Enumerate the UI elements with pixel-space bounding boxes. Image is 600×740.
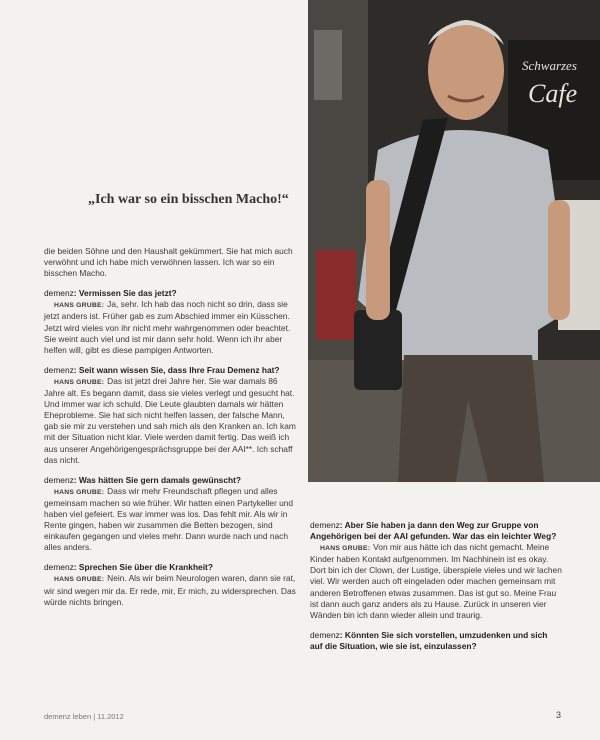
question: demenz: Sprechen Sie über die Krankheit? <box>44 562 213 573</box>
question: demenz: Vermissen Sie das jetzt? <box>44 288 177 299</box>
cafe-sign-text: Schwarzes <box>522 58 577 73</box>
answer: Von mir aus hätte ich das nicht gemacht. Meine Kinder haben Kontakt aufgenommen. Im Nachhinein ist es okay. Dort bin ich der Clown, der Lustige, überspiele vieles und wir lachen viel. Wir werden auch oft eingeladen oder machen gemeinsam mit anderen Betroffenen etwas zusammen. Das ist gut so. Meine Frau ist dann auch ganz anders als zu Hause. Zurück in unseren vier Wänden bin ich dann wieder allein und traurig. <box>310 542 562 620</box>
qa-block <box>310 630 562 652</box>
speaker-label: HANS GRUBE: <box>54 576 105 584</box>
qa-block <box>44 288 300 356</box>
answer: Dass wir mehr Freundschaft pflegen und alles gemeinsam machen so wie früher. Wir hatten einen Partykeller und haben viel gefeiert. Es war immer was los. Das fehlt mir. Als wir in Rente gingen, haben wir zusammen die Betten bezogen, sind einkaufen gegangen und vieles mehr. Dann wurde nach und nach alles anders. <box>44 485 294 553</box>
speaker-label: HANS GRUBE: <box>54 488 105 496</box>
left-text-column <box>44 246 300 617</box>
svg-text:Cafe: Cafe <box>528 79 578 108</box>
question: demenz: Könnten Sie sich vorstellen, umzudenken und sich auf die Situation, wie sie ist, einzulassen? <box>310 629 548 651</box>
answer: Ja, sehr. Ich hab das noch nicht so drin, dass sie jetzt anders ist. Früher gab es zum Abschied immer ein Küsschen. Jetzt wird vieles von ihr nicht mehr wahrgenommen oder beachtet. Sie weint auch viel und ist mir dann sehr hold. Wenn ich ihr aber helfen will, gibt es diese pampigen Antworten. <box>44 299 291 355</box>
qa-block <box>44 475 300 554</box>
answer: Nein. Als wir beim Neurologen waren, dann sie rat, wir sind wegen mir da. Er rede, mir, Er mich, zu widersprechen. Das würde nichts bringen. <box>44 573 296 607</box>
photo-illustration <box>308 0 600 482</box>
answer: Das ist jetzt drei Jahre her. Sie war damals 86 Jahre alt. Es begann damit, dass sie vieles verlegt und gesucht hat. Und immer war ich schuld. Die Leute glaubten damals wir hätten Eheprobleme. Sie hat sich nicht helfen lassen, der falsche Mann, gab sie mir zu verstehen und sah mich als den Kranken an. Ich kam mit der Situation nicht klar. Viele werden damit fertig. Das weiß ich aus unserer Angehörigengesprächsgruppe bei der AAI**. Ich schaff das nicht. <box>44 375 296 465</box>
speaker-label: HANS GRUBE: <box>54 378 105 386</box>
question: demenz: Seit wann wissen Sie, dass Ihre Frau Demenz hat? <box>44 364 280 375</box>
question: demenz: Was hätten Sie gern damals gewünscht? <box>44 474 242 485</box>
right-text-column <box>310 520 562 661</box>
publication-footer: demenz leben | 11.2012 <box>44 712 124 721</box>
qa-block <box>310 520 562 621</box>
question: demenz: Aber Sie haben ja dann den Weg zur Gruppe von Angehörigen bei der AAI gefunden. War das ein leichter Weg? <box>310 520 557 542</box>
page-number: 3 <box>556 710 562 720</box>
portrait-photo <box>308 0 600 482</box>
pull-quote: „Ich war so ein bisschen Macho!“ <box>88 192 289 207</box>
qa-block <box>44 562 300 607</box>
speaker-label: HANS GRUBE: <box>54 302 105 310</box>
speaker-label: HANS GRUBE: <box>320 545 371 553</box>
intro-paragraph: die beiden Söhne und den Haushalt gekümmert. Sie hat mich auch verwöhnt und ich habe mich verwöhnen lassen. Ich war so ein bisschen Macho. <box>44 246 293 279</box>
qa-block <box>44 365 300 466</box>
